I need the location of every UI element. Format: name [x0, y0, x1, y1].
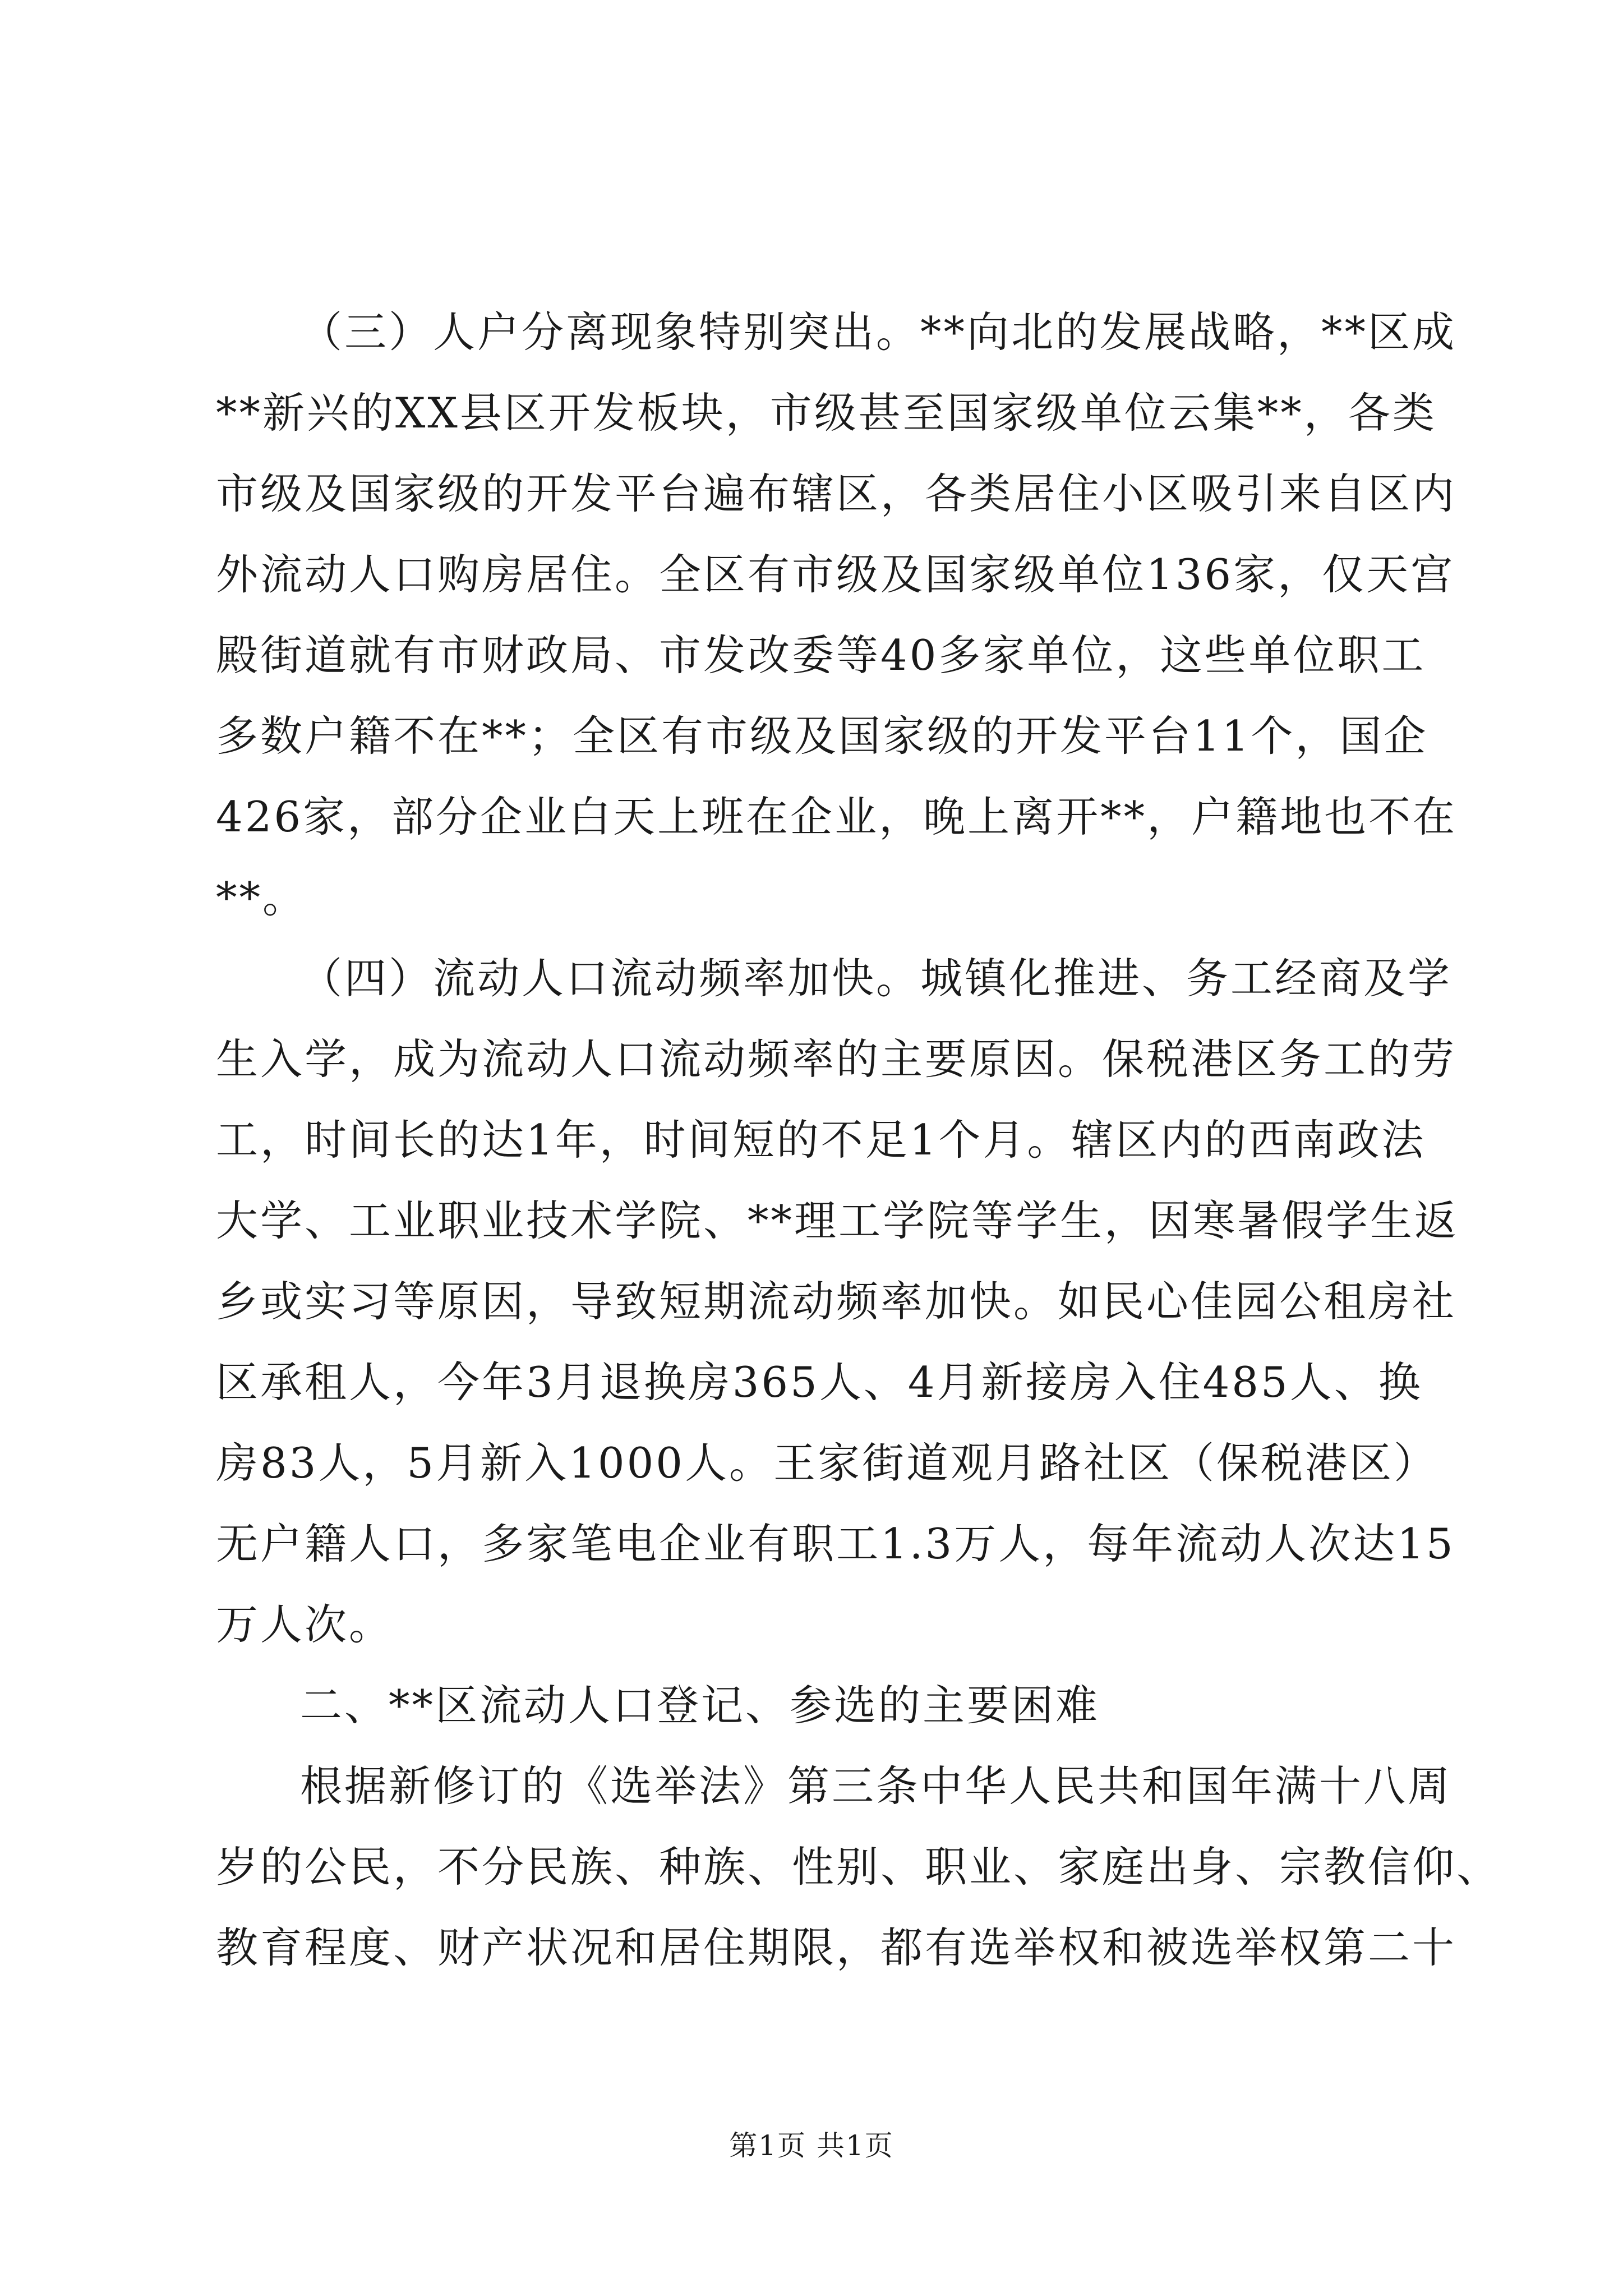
page-number-label: 第1页 共1页: [729, 2129, 894, 2162]
text-line: **新兴的XX县区开发板块，市级甚至国家级单位云集**，各类: [216, 388, 1437, 438]
text-line: 万人次。: [216, 1600, 394, 1649]
text-line: 市级及国家级的开发平台遍布辖区，各类居住小区吸引来自区内: [216, 469, 1457, 518]
paragraph-mobility-frequency: [216, 938, 1459, 1665]
text-line: 乡或实习等原因，导致短期流动频率加快。如民心佳园公租房社: [216, 1277, 1457, 1326]
text-line: 殿街道就有市财政局、市发改委等40多家单位，这些单位职工: [216, 631, 1426, 680]
text-line: 多数户籍不在**；全区有市级及国家级的开发平台11个，国企: [216, 711, 1428, 761]
text-line: 区承租人，今年3月退换房365人、4月新接房入住485人、换: [216, 1358, 1423, 1407]
text-line: 二、**区流动人口登记、参选的主要困难: [300, 1681, 1100, 1730]
text-line: 工，时间长的达1年，时间短的不足1个月。辖区内的西南政法: [216, 1115, 1426, 1165]
text-line: 岁的公民，不分民族、种族、性别、职业、家庭出身、宗教信仰、: [216, 1842, 1501, 1892]
document-body: [216, 292, 1501, 1988]
text-line: 426家，部分企业白天上班在企业，晚上离开**，户籍地也不在: [216, 792, 1458, 841]
page-footer: [0, 2123, 1623, 2164]
section-heading: [216, 1665, 1427, 1746]
paragraph-population-separation: [216, 292, 1458, 938]
text-line: 外流动人口购房居住。全区有市级及国家级单位136家，仅天宫: [216, 550, 1455, 599]
text-line: （三）人户分离现象特别突出。**向北的发展战略，**区成: [300, 307, 1457, 357]
text-line: **。: [216, 873, 307, 922]
text-line: 教育程度、财产状况和居住期限，都有选举权和被选举权第二十: [216, 1923, 1457, 1972]
paragraph-election-law: [216, 1746, 1501, 1988]
text-line: 无户籍人口，多家笔电企业有职工1.3万人，每年流动人次达15: [216, 1519, 1455, 1568]
text-line: 根据新修订的《选举法》第三条中华人民共和国年满十八周: [300, 1761, 1453, 1811]
text-line: 生入学，成为流动人口流动频率的主要原因。保税港区务工的劳: [216, 1034, 1457, 1084]
text-line: 房83人，5月新入1000人。王家街道观月路社区（保税港区）: [216, 1438, 1438, 1488]
text-line: 大学、工业职业技术学院、**理工学院等学生，因寒暑假学生返: [216, 1196, 1459, 1245]
text-line: （四）流动人口流动频率加快。城镇化推进、务工经商及学: [300, 954, 1453, 1003]
